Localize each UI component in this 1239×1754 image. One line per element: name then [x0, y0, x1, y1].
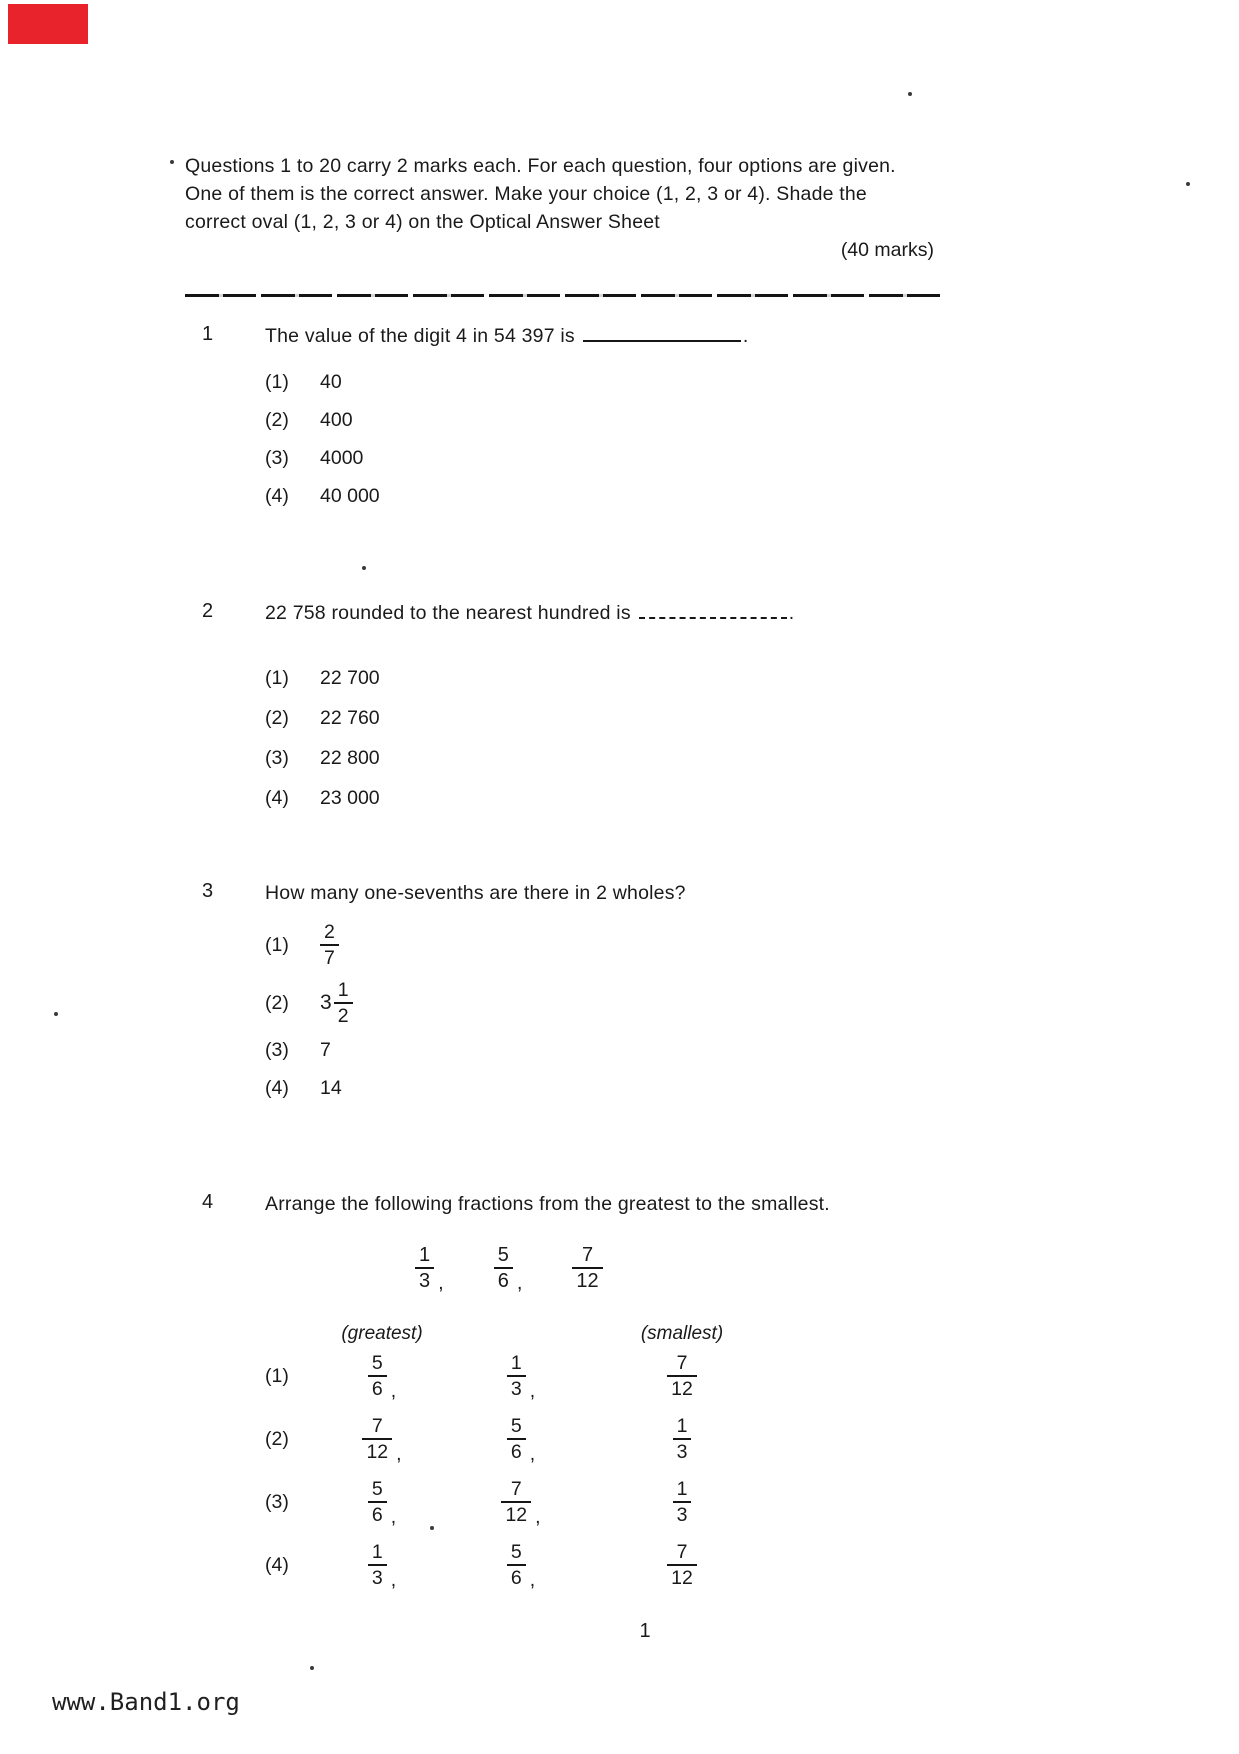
- fraction: [507, 1540, 526, 1590]
- comma-separator: ,: [535, 1506, 541, 1528]
- option-fraction-cell: [441, 1351, 601, 1401]
- divider-line: [185, 294, 940, 297]
- fraction-numerator: 1: [419, 1244, 431, 1266]
- comma-separator: ,: [516, 1272, 523, 1294]
- question-3-options: [265, 920, 940, 1100]
- option-value: 40 000: [320, 484, 380, 507]
- answer-blank: [583, 338, 741, 342]
- given-fraction-2: [494, 1243, 523, 1293]
- fraction-numerator: 7: [676, 1352, 688, 1374]
- page-number: 1: [639, 1620, 651, 1642]
- option-label: (2): [265, 1427, 289, 1450]
- fraction-denominator: 6: [494, 1267, 513, 1293]
- option-label: (4): [265, 484, 289, 507]
- fraction-numerator: 5: [371, 1352, 383, 1374]
- question-3-option-1: [265, 920, 940, 970]
- comma-separator: ,: [390, 1569, 397, 1591]
- question-2-body: [265, 600, 940, 826]
- fraction-numerator: 5: [510, 1541, 522, 1563]
- order-label-greatest: (greatest): [341, 1323, 423, 1344]
- question-4: [185, 1191, 940, 1603]
- fraction-denominator: 3: [415, 1267, 434, 1293]
- question-1: [185, 323, 940, 522]
- fraction-denominator: 3: [368, 1564, 387, 1590]
- order-label-smallest: (smallest): [640, 1323, 724, 1344]
- option-value: 4000: [320, 446, 364, 469]
- question-4-option-1: [265, 1351, 940, 1401]
- option-fraction: [673, 1477, 692, 1527]
- given-fractions: [415, 1243, 940, 1293]
- question-1-option-1: [265, 370, 940, 394]
- option-fraction: [368, 1540, 396, 1590]
- comma-separator: ,: [390, 1380, 397, 1402]
- option-fraction: [667, 1351, 697, 1401]
- fraction: [572, 1243, 602, 1293]
- option-fraction: [368, 1477, 396, 1527]
- question-4-text: Arrange the following fractions from the greatest to the smallest.: [265, 1193, 830, 1215]
- option-label: (1): [265, 1364, 289, 1387]
- comma-separator: ,: [390, 1506, 397, 1528]
- fraction: [362, 1414, 392, 1464]
- question-4-option-2: [265, 1414, 940, 1464]
- scan-speck: [362, 566, 366, 570]
- fraction-denominator: 6: [507, 1438, 526, 1464]
- fraction-numerator: 7: [371, 1415, 383, 1437]
- option-fraction-cell: [323, 1414, 441, 1464]
- option-value: 7: [320, 1038, 331, 1061]
- fraction-numerator: 5: [497, 1244, 509, 1266]
- question-4-options: [265, 1351, 940, 1590]
- fraction: [368, 1540, 387, 1590]
- question-2-options: [265, 666, 940, 810]
- order-labels: [265, 1323, 940, 1345]
- site-watermark: www.Band1.org: [52, 1688, 240, 1716]
- option-label: (1): [265, 370, 289, 393]
- fraction-denominator: 12: [501, 1501, 531, 1527]
- option-fraction-cell: [323, 1477, 441, 1527]
- question-3-option-2: [265, 978, 940, 1028]
- mixed-fraction: [334, 978, 353, 1028]
- question-3-number: 3: [202, 880, 214, 902]
- option-fraction-cell: [323, 1351, 441, 1401]
- scan-speck: [430, 1526, 434, 1530]
- fraction: [501, 1477, 531, 1527]
- fraction-denominator: 6: [507, 1564, 526, 1590]
- option-value: 22 760: [320, 706, 380, 729]
- fraction-numerator: 7: [676, 1541, 688, 1563]
- question-1-number: 1: [202, 323, 214, 345]
- question-3-option-4: [265, 1076, 940, 1100]
- fraction-numerator: 1: [371, 1541, 383, 1563]
- fraction-denominator: 3: [507, 1375, 526, 1401]
- question-1-text: The value of the digit 4 in 54 397 is .: [265, 325, 749, 347]
- option-fraction: [673, 1414, 692, 1464]
- instructions-line-3: correct oval (1, 2, 3 or 4) on the Optical Answer Sheet: [185, 211, 660, 233]
- question-2: [185, 600, 940, 826]
- fraction-numerator: 7: [510, 1478, 522, 1500]
- fraction-numerator: 5: [510, 1415, 522, 1437]
- option-fraction: [507, 1540, 535, 1590]
- option-label: (2): [265, 706, 289, 729]
- option-value: 400: [320, 408, 353, 431]
- fraction-numerator: 2: [324, 921, 335, 943]
- fraction-numerator: 1: [337, 979, 349, 1001]
- question-1-option-3: [265, 446, 940, 470]
- option-label: (1): [265, 933, 289, 956]
- fraction: [507, 1351, 526, 1401]
- option-value-fraction: [320, 920, 339, 970]
- instructions-block: [185, 152, 940, 264]
- given-fraction-3: [572, 1243, 602, 1293]
- question-3-text: How many one-sevenths are there in 2 wholes?: [265, 882, 686, 904]
- scan-speck: [908, 92, 912, 96]
- question-1-options: [265, 370, 940, 508]
- fraction-numerator: 7: [581, 1244, 594, 1266]
- option-fraction-cell: [323, 1540, 441, 1590]
- answer-blank: [639, 615, 787, 619]
- question-4-option-3: [265, 1477, 940, 1527]
- question-3-option-3: [265, 1038, 940, 1062]
- fraction-denominator: 7: [320, 944, 339, 970]
- fraction: [494, 1243, 513, 1293]
- question-1-body: [265, 323, 940, 522]
- option-value-mixed-number: [320, 978, 353, 1028]
- question-4-number: 4: [202, 1191, 214, 1213]
- fraction-numerator: 5: [371, 1478, 383, 1500]
- fraction-denominator: 12: [572, 1267, 602, 1293]
- question-3: [185, 880, 940, 1114]
- question-4-body: [265, 1191, 940, 1603]
- option-fraction-cell: [601, 1477, 763, 1527]
- option-value: 22 800: [320, 746, 380, 769]
- scan-speck: [54, 1012, 58, 1016]
- option-fraction-cell: [441, 1414, 601, 1464]
- comma-separator: ,: [396, 1443, 402, 1465]
- comma-separator: ,: [529, 1380, 536, 1402]
- fraction-denominator: 12: [667, 1564, 697, 1590]
- option-fraction: [667, 1540, 697, 1590]
- option-fraction-cell: [441, 1540, 601, 1590]
- fraction: [667, 1540, 697, 1590]
- fraction: [415, 1243, 434, 1293]
- option-fraction: [507, 1414, 535, 1464]
- option-value: 14: [320, 1076, 342, 1099]
- option-label: (3): [265, 1038, 289, 1061]
- mixed-whole: 3: [320, 991, 332, 1014]
- fraction-numerator: 1: [510, 1352, 522, 1374]
- fraction: [368, 1351, 387, 1401]
- fraction-denominator: 6: [368, 1501, 387, 1527]
- option-fraction-cell: [441, 1477, 601, 1527]
- option-label: (4): [265, 786, 289, 809]
- question-2-option-4: [265, 786, 940, 810]
- marks-total: (40 marks): [840, 239, 934, 261]
- option-fraction-cell: [601, 1540, 763, 1590]
- fraction-denominator: 3: [673, 1501, 692, 1527]
- option-label: (2): [265, 991, 289, 1014]
- fraction-numerator: 1: [676, 1415, 688, 1437]
- scan-speck: [170, 160, 174, 164]
- fraction: [673, 1414, 692, 1464]
- option-fraction: [362, 1414, 401, 1464]
- question-2-option-3: [265, 746, 940, 770]
- question-4-option-4: [265, 1540, 940, 1590]
- page-content: [185, 152, 940, 1603]
- questions-list: [185, 323, 940, 1603]
- option-label: (1): [265, 666, 289, 689]
- option-value: 22 700: [320, 666, 380, 689]
- fraction: [667, 1351, 697, 1401]
- fraction-denominator: 3: [673, 1438, 692, 1464]
- option-fraction: [507, 1351, 535, 1401]
- question-2-text: 22 758 rounded to the nearest hundred is .: [265, 602, 795, 624]
- fraction-denominator: 12: [667, 1375, 697, 1401]
- instructions-line-1: Questions 1 to 20 carry 2 marks each. For each question, four options are given.: [185, 155, 896, 177]
- fraction: [673, 1477, 692, 1527]
- comma-separator: ,: [529, 1569, 536, 1591]
- option-label: (2): [265, 408, 289, 431]
- comma-separator: ,: [529, 1443, 536, 1465]
- red-corner-mark: [8, 4, 88, 44]
- option-fraction: [368, 1351, 396, 1401]
- fraction: [507, 1414, 526, 1464]
- question-1-option-4: [265, 484, 940, 508]
- option-label: (3): [265, 746, 289, 769]
- scan-speck: [310, 1666, 314, 1670]
- option-label: (3): [265, 446, 289, 469]
- option-value: 40: [320, 370, 342, 393]
- option-label: (3): [265, 1490, 289, 1513]
- option-label: (4): [265, 1553, 289, 1576]
- fraction: [368, 1477, 387, 1527]
- instructions-line-2: One of them is the correct answer. Make your choice (1, 2, 3 or 4). Shade the: [185, 183, 867, 205]
- option-fraction-cell: [601, 1351, 763, 1401]
- option-fraction-cell: [601, 1414, 763, 1464]
- option-fraction: [501, 1477, 540, 1527]
- comma-separator: ,: [438, 1272, 444, 1294]
- scan-speck: [1186, 182, 1190, 186]
- option-value: 23 000: [320, 786, 380, 809]
- question-2-option-1: [265, 666, 940, 690]
- fraction-denominator: 2: [334, 1002, 353, 1028]
- option-label: (4): [265, 1076, 289, 1099]
- fraction-numerator: 1: [676, 1478, 688, 1500]
- question-1-option-2: [265, 408, 940, 432]
- fraction-denominator: 12: [362, 1438, 392, 1464]
- question-2-number: 2: [202, 600, 214, 622]
- question-3-body: [265, 880, 940, 1114]
- given-fraction-1: [415, 1243, 444, 1293]
- question-2-option-2: [265, 706, 940, 730]
- fraction-denominator: 6: [368, 1375, 387, 1401]
